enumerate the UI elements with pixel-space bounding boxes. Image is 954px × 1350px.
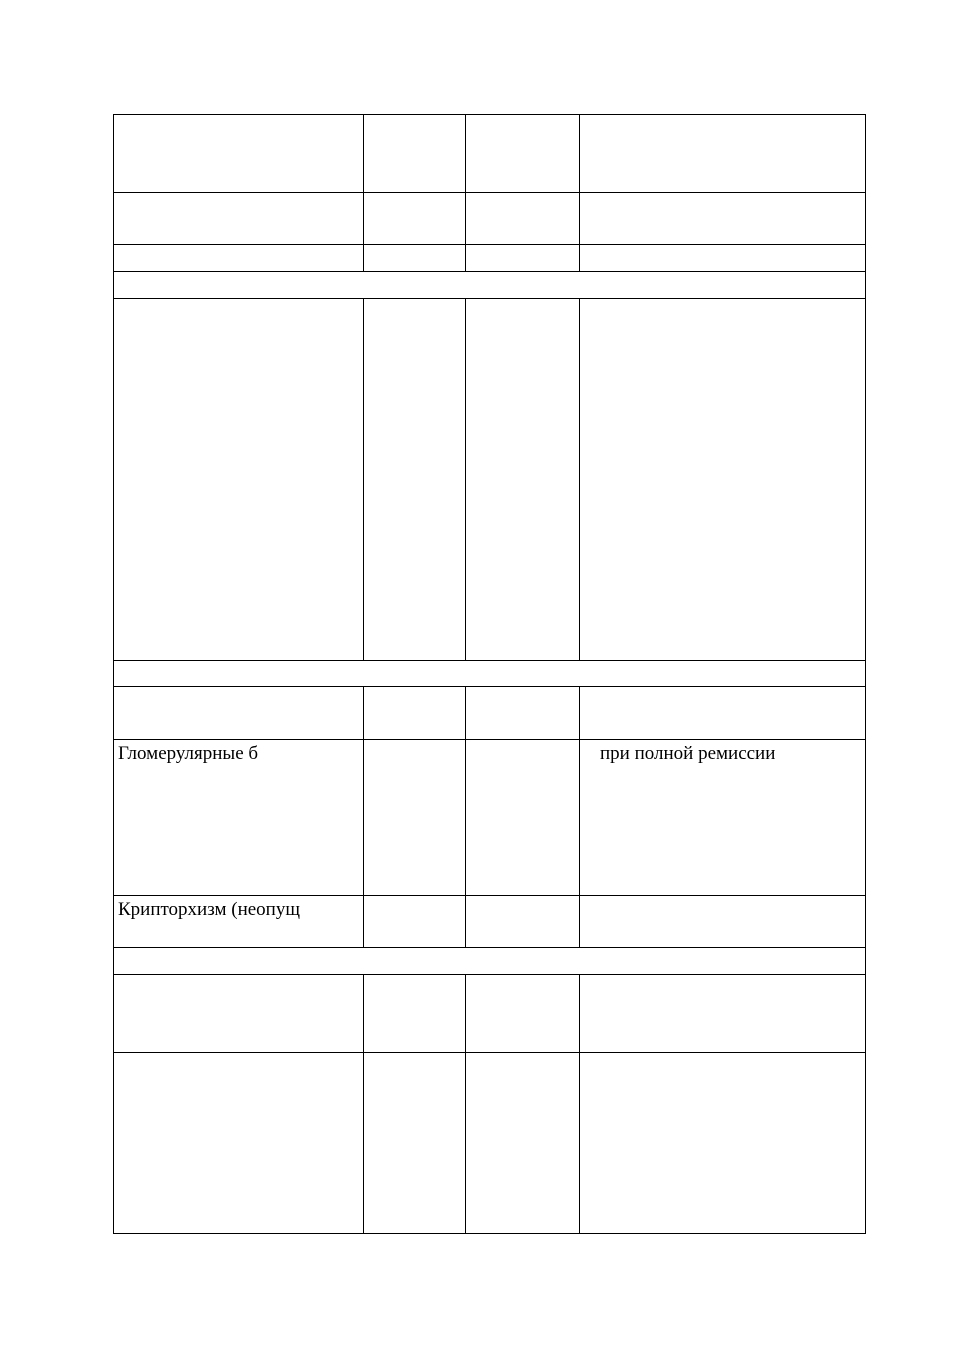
table-cell — [364, 299, 466, 661]
table-cell — [364, 687, 466, 740]
conditions-table — [113, 114, 866, 1234]
condition-name-cell — [114, 740, 364, 896]
table-cell — [580, 245, 866, 272]
condition-name: Гломерулярные б — [118, 743, 259, 764]
table-cell — [364, 896, 466, 948]
table-cell — [580, 687, 866, 740]
table-cell — [466, 245, 580, 272]
table-cell — [364, 245, 466, 272]
table-cell — [466, 740, 580, 896]
table-cell — [580, 299, 866, 661]
table-cell — [580, 896, 866, 948]
table-row — [114, 299, 866, 661]
table-cell — [466, 299, 580, 661]
table-row — [114, 1053, 866, 1234]
table-cell — [114, 193, 364, 245]
table-cell — [580, 193, 866, 245]
table-cell — [364, 975, 466, 1053]
section-cell — [114, 661, 866, 687]
table-cell — [580, 1053, 866, 1234]
section-cell — [114, 948, 866, 975]
section-row — [114, 948, 866, 975]
table-row — [114, 975, 866, 1053]
table-cell — [466, 975, 580, 1053]
table-cell — [364, 1053, 466, 1234]
condition-name: Крипторхизм (неопущ — [118, 899, 300, 920]
condition-note: при полной ремиссии — [600, 743, 776, 764]
table-row — [114, 115, 866, 193]
table-cell — [114, 975, 364, 1053]
table-cell — [364, 740, 466, 896]
section-cell — [114, 272, 866, 299]
section-row — [114, 661, 866, 687]
table-cell — [466, 1053, 580, 1234]
table-row — [114, 193, 866, 245]
table-cell — [114, 1053, 364, 1234]
table-cell — [466, 115, 580, 193]
table-cell — [114, 115, 364, 193]
condition-note-cell — [580, 740, 866, 896]
table-cell — [114, 245, 364, 272]
table-row — [114, 896, 866, 948]
table-cell — [114, 299, 364, 661]
table-row — [114, 687, 866, 740]
table-cell — [466, 193, 580, 245]
table-cell — [580, 115, 866, 193]
table-cell — [114, 687, 364, 740]
table-cell — [364, 193, 466, 245]
table-cell — [466, 687, 580, 740]
condition-name-cell — [114, 896, 364, 948]
table-cell — [364, 115, 466, 193]
table-row — [114, 245, 866, 272]
section-row — [114, 272, 866, 299]
table-cell — [580, 975, 866, 1053]
table-cell — [466, 896, 580, 948]
table-row — [114, 740, 866, 896]
